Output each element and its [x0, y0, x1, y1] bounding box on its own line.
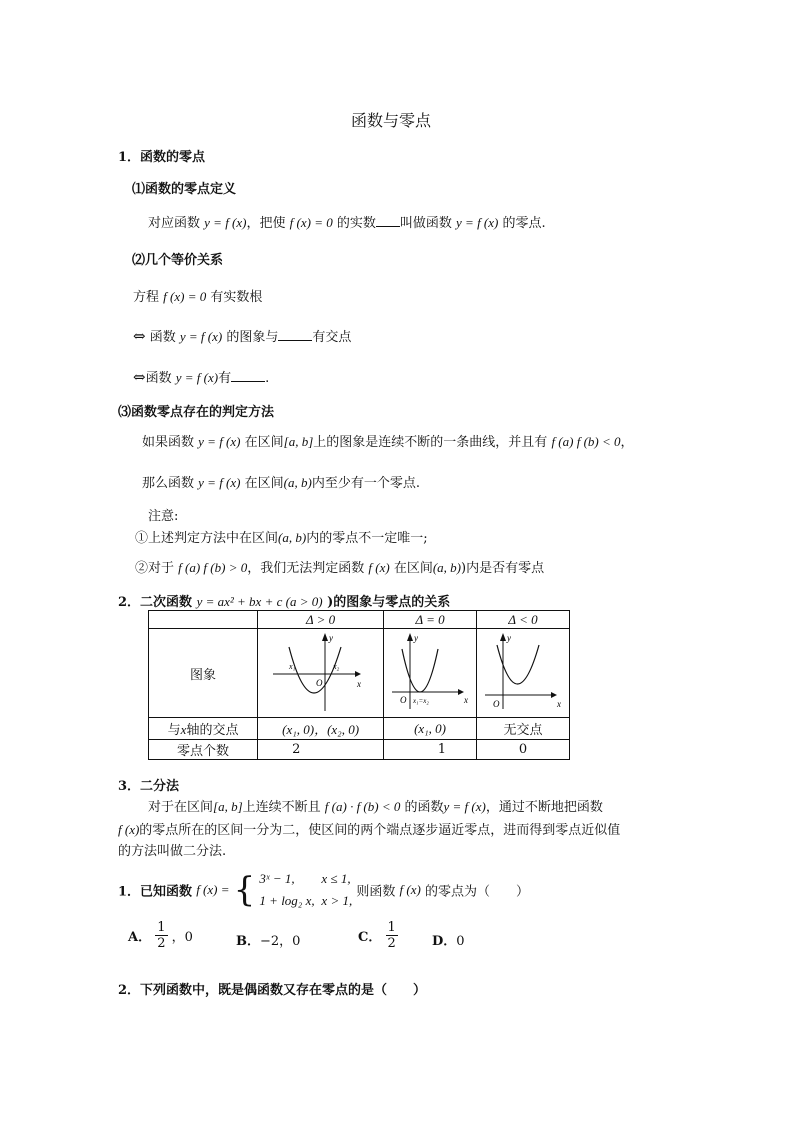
- table-header-cell: Δ = 0: [384, 611, 477, 629]
- graph-one-root: [384, 629, 477, 718]
- origin-label: O: [493, 699, 500, 709]
- parabola-one-root-graph: [386, 629, 474, 713]
- intersect-cell: (x₁, 0): [384, 718, 477, 740]
- criterion-line-1: 如果函数 y = f (x) 在区间[a, b]上的图象是连续不断的一条曲线，并且有 f (a) f (b) < 0，: [142, 434, 634, 450]
- intersect-cell: 无交点: [477, 718, 570, 740]
- table-header-cell: [149, 611, 258, 629]
- criterion-line-2: 那么函数 y = f (x) 在区间(a, b)内至少有一个零点.: [142, 475, 420, 491]
- x-label: x: [557, 699, 561, 709]
- blank-3: [231, 369, 265, 382]
- section-3-heading: 3．二分法: [118, 779, 180, 794]
- parabola-two-roots-graph: [261, 629, 381, 713]
- blank-2: [278, 328, 312, 341]
- option-a[interactable]: A． $\frac{1}{2}$ ，0: [128, 920, 193, 951]
- parabola-no-root-graph: [479, 629, 567, 713]
- root-label-2: x₂: [332, 662, 339, 671]
- option-c[interactable]: C． $\frac{1}{2}$: [358, 920, 396, 951]
- count-cell: 1: [384, 740, 477, 760]
- option-d[interactable]: D．0: [432, 934, 465, 949]
- table-row-count: [149, 740, 570, 760]
- fraction: $\frac{1}{2}$: [387, 920, 396, 951]
- table-row-intersections: [149, 718, 570, 740]
- y-axis-arrow-icon: [407, 633, 413, 641]
- sub-3-label: ⑶函数零点存在的判定方法: [118, 405, 275, 420]
- equiv-line-3: ⇔函数 y = f (x)有 .: [133, 368, 270, 386]
- note-2: ②对于 f (a) f (b) > 0，我们无法判定函数 f (x) 在区间(a, b))内是否有零点: [135, 560, 545, 576]
- root-label-1: x₁: [288, 662, 295, 671]
- double-root-label: x₁=x₂: [413, 697, 429, 705]
- blank-1: [376, 214, 400, 227]
- bisection-line-3: 的方法叫做二分法.: [118, 844, 227, 859]
- section-2-heading: 2．二次函数 y = ax² + bx + c (a > 0) )的图象与零点的关系: [118, 594, 451, 610]
- sub-2-label: ⑵几个等价关系: [132, 253, 224, 268]
- table-header-cell: Δ > 0: [258, 611, 384, 629]
- x-label: x: [356, 679, 361, 689]
- definition-line: 对应函数 y = f (x)，把使 f (x) = 0 的实数 叫做函数 y = f (x) 的零点.: [148, 215, 546, 231]
- count-cell: 2: [258, 740, 384, 760]
- table-header-row: [149, 611, 570, 629]
- note-1: ①上述判定方法中在区间(a, b)内的零点不一定唯一;: [135, 530, 428, 546]
- parabola-curve: [402, 649, 438, 692]
- x-axis-arrow-icon: [551, 692, 557, 698]
- question-2: 2．下列函数中，既是偶函数又存在零点的是（ ）: [118, 983, 427, 998]
- piecewise-cases: 3ˣ − 1, x ≤ 1, 1 + log₂ x, x > 1,: [259, 871, 353, 908]
- intersect-cell: (x₁, 0)，(x₂, 0): [258, 718, 384, 740]
- graph-no-root: [477, 629, 570, 718]
- x-axis-arrow-icon: [355, 671, 361, 677]
- equiv-line-1: 方程 f (x) = 0 有实数根: [133, 289, 263, 305]
- equiv-arrow-icon: ⇔: [133, 368, 146, 386]
- row-label-intersections: 与x轴的交点: [149, 718, 258, 740]
- note-label: 注意:: [148, 509, 179, 524]
- question-1: 1．已知函数 f (x) = { 3ˣ − 1, x ≤ 1, 1 + log₂ x, x > 1, 则函数 f (x) 的零点为（ ）: [118, 870, 529, 910]
- y-axis-arrow-icon: [322, 633, 328, 641]
- quadratic-table: [148, 610, 570, 760]
- brace-icon: {: [233, 870, 256, 910]
- bisection-line-1: 对于在区间[a, b]上连续不断且 f (a) · f (b) < 0 的函数y = f (x)，通过不断地把函数: [148, 799, 603, 815]
- y-axis-arrow-icon: [500, 633, 506, 641]
- count-cell: 0: [477, 740, 570, 760]
- equiv-line-2: ⇔ 函数 y = f (x) 的图象与 有交点: [133, 327, 352, 345]
- x-label: x: [464, 695, 469, 705]
- sub-1-label: ⑴函数的零点定义: [132, 182, 237, 197]
- y-label: y: [328, 633, 333, 643]
- table-row-graph: [149, 629, 570, 718]
- graph-two-roots: [258, 629, 384, 718]
- option-b[interactable]: B．−2，0: [236, 934, 301, 949]
- row-label-count: 零点个数: [149, 740, 258, 760]
- fraction: $\frac{1}{2}$: [157, 920, 166, 951]
- origin-label: O: [315, 678, 323, 688]
- bisection-line-2: f (x)的零点所在的区间一分为二，使区间的两个端点逐步逼近零点，进而得到零点近似值: [118, 822, 621, 838]
- y-label: y: [507, 633, 511, 643]
- y-label: y: [414, 633, 419, 643]
- section-1-heading: 1．函数的零点: [118, 150, 206, 165]
- table-header-cell: Δ < 0: [477, 611, 570, 629]
- row-label-graph: 图象: [149, 629, 258, 718]
- equiv-arrow-icon: ⇔: [133, 327, 146, 345]
- origin-label: O: [400, 695, 407, 705]
- page-title: 函数与零点: [351, 111, 432, 130]
